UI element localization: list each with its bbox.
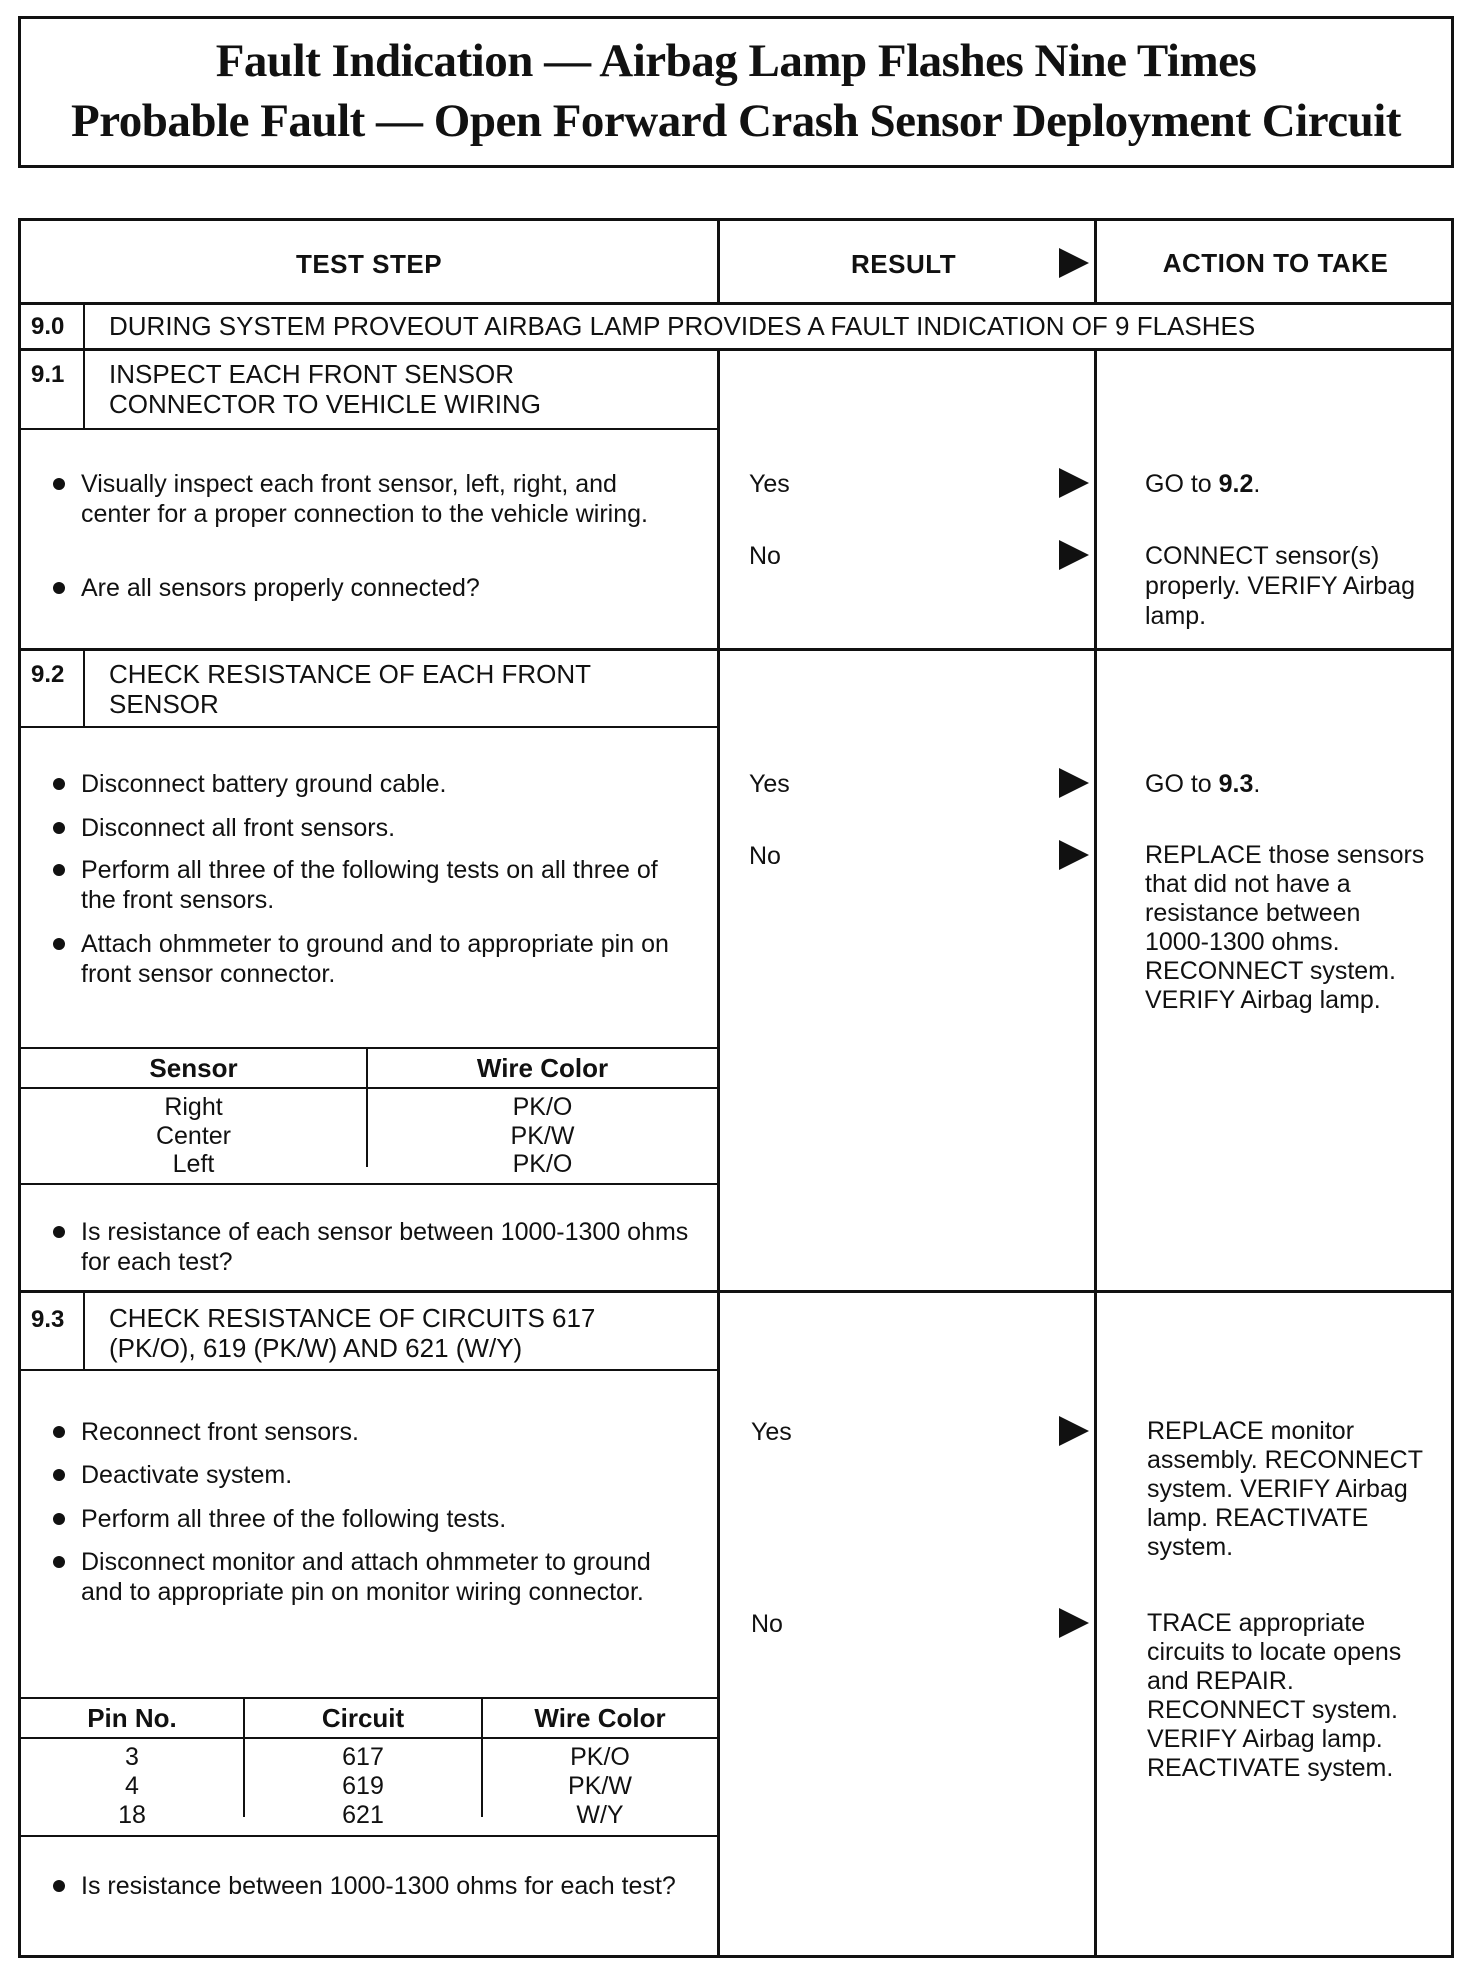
step-9-1-bullet: Visually inspect each front sensor, left, right, and center for a proper connection to the vehicle wiring. <box>49 469 669 529</box>
step-9-2-yes: Yes <box>749 770 790 798</box>
pin-table-cell: 18 <box>118 1801 146 1829</box>
step-9-2-no: No <box>749 842 781 870</box>
sensor-table-cell: Center <box>155 1122 232 1150</box>
sensor-table-header-wire-color: Wire Color <box>476 1053 609 1083</box>
sensor-table-header-rule <box>21 1087 717 1089</box>
step-9-1-action-no: CONNECT sensor(s) properly. VERIFY Airbag lamp. <box>1145 542 1416 630</box>
pin-table-top-rule <box>21 1697 717 1699</box>
result-arrow-icon <box>1059 1608 1089 1638</box>
pin-table-cell: 619 <box>342 1772 384 1800</box>
header-result: RESULT <box>851 249 957 279</box>
step-9-3-yes: Yes <box>751 1418 792 1446</box>
step-9-3-bullet: Disconnect monitor and attach ohmmeter to ground and to appropriate pin on monitor wiring connector. <box>49 1547 689 1607</box>
sensor-table-cell: Right <box>164 1093 223 1121</box>
step-num-divider <box>83 1293 85 1369</box>
title-box <box>18 16 1454 168</box>
pin-table-header-rule <box>21 1737 717 1739</box>
pin-table-cell: PK/W <box>568 1772 632 1800</box>
step-9-2-bullet: Perform all three of the following tests on all three of the front sensors. <box>49 855 669 915</box>
probable-fault-title: Probable Fault — Open Forward Crash Sensor Deployment Circuit <box>71 95 1401 147</box>
step-num-divider <box>83 305 85 348</box>
pin-table-cell: 3 <box>125 1743 139 1771</box>
pin-table-cell: 4 <box>125 1772 139 1800</box>
pin-table-cell: W/Y <box>576 1801 624 1829</box>
sensor-table-bottom-rule <box>21 1183 717 1185</box>
step-9-3-bullet: Reconnect front sensors. <box>49 1417 689 1447</box>
step-num-divider <box>83 651 85 726</box>
step-num-divider <box>83 351 85 428</box>
action-column-divider <box>1094 221 1097 1955</box>
step-9-1-bullet: Are all sensors properly connected? <box>49 573 669 603</box>
step-9-1-yes: Yes <box>749 470 790 498</box>
step-9-3-title: CHECK RESISTANCE OF CIRCUITS 617 (PK/O), 619 (PK/W) AND 621 (W/Y) <box>109 1303 596 1363</box>
diagnostic-table <box>18 218 1454 1958</box>
pin-table-header-pin: Pin No. <box>87 1703 177 1733</box>
header-action: ACTION TO TAKE <box>1162 248 1389 278</box>
step-9-2-number: 9.2 <box>31 661 65 688</box>
step-9-3-question: Is resistance between 1000-1300 ohms for each test? <box>49 1871 709 1901</box>
step-9-2-action-yes: GO to 9.3. <box>1145 770 1261 798</box>
step-9-1-no: No <box>749 542 781 570</box>
result-column-divider <box>717 221 720 1955</box>
step-9-0-text: DURING SYSTEM PROVEOUT AIRBAG LAMP PROVIDES A FAULT INDICATION OF 9 FLASHES <box>109 311 1256 341</box>
pin-table-bottom-rule <box>21 1835 717 1837</box>
step-9-3-number: 9.3 <box>31 1306 65 1333</box>
step-9-0-number: 9.0 <box>31 313 65 340</box>
sensor-table-cell: PK/O <box>512 1150 573 1178</box>
sensor-table-header-sensor: Sensor <box>149 1053 238 1083</box>
step-9-1-number: 9.1 <box>31 361 65 388</box>
sensor-table-cell: Left <box>172 1150 215 1178</box>
result-arrow-icon <box>1059 1416 1089 1446</box>
step-9-2-title-rule <box>21 726 717 728</box>
step-9-3-action-no: TRACE appropriate circuits to locate opens and REPAIR. RECONNECT system. VERIFY Airbag lamp. REACTIVATE system. <box>1147 1609 1402 1782</box>
pin-table-cell: PK/O <box>570 1743 630 1771</box>
sensor-table-top-rule <box>21 1047 717 1049</box>
result-arrow-icon <box>1059 840 1089 870</box>
step-9-0-bottom-rule <box>21 348 1451 351</box>
fault-indication-title: Fault Indication — Airbag Lamp Flashes Nine Times <box>215 35 1257 87</box>
step-9-3-action-yes: REPLACE monitor assembly. RECONNECT system. VERIFY Airbag lamp. REACTIVATE system. <box>1147 1417 1423 1561</box>
result-arrow-icon <box>1059 768 1089 798</box>
step-9-2-question: Is resistance of each sensor between 1000-1300 ohms for each test? <box>49 1217 709 1277</box>
step-9-1-title: INSPECT EACH FRONT SENSOR CONNECTOR TO VEHICLE WIRING <box>109 359 541 419</box>
step-9-1-bottom-rule <box>21 648 1451 651</box>
result-arrow-icon <box>1059 540 1089 570</box>
result-arrow-icon <box>1059 468 1089 498</box>
sensor-table-cell: PK/O <box>512 1093 573 1121</box>
pin-table-cell: 621 <box>342 1801 384 1829</box>
step-9-2-bullet: Attach ohmmeter to ground and to appropriate pin on front sensor connector. <box>49 929 669 989</box>
step-9-2-action-no: REPLACE those sensors that did not have a resistance between 1000-1300 ohms. RECONNECT system. VERIFY Airbag lamp. <box>1145 841 1425 1014</box>
step-9-3-bullet: Perform all three of the following tests. <box>49 1504 689 1534</box>
step-9-3-bullet: Deactivate system. <box>49 1460 689 1490</box>
step-9-2-bullet: Disconnect all front sensors. <box>49 813 669 843</box>
sensor-table-cell: PK/W <box>510 1122 575 1150</box>
step-9-3-no: No <box>751 1610 783 1638</box>
step-9-1-title-rule <box>21 428 717 430</box>
step-9-2-bullet: Disconnect battery ground cable. <box>49 769 669 799</box>
pin-table-cell: 617 <box>342 1743 384 1771</box>
header-test-step: TEST STEP <box>295 249 443 279</box>
pin-table-header-circuit: Circuit <box>321 1703 405 1733</box>
header-arrow-icon <box>1059 248 1089 278</box>
step-9-2-bottom-rule <box>21 1290 1451 1293</box>
step-9-3-title-rule <box>21 1369 717 1371</box>
step-9-1-action-yes: GO to 9.2. <box>1145 470 1261 498</box>
step-9-2-title: CHECK RESISTANCE OF EACH FRONT SENSOR <box>109 659 591 719</box>
pin-table-header-wire-color: Wire Color <box>534 1703 666 1733</box>
